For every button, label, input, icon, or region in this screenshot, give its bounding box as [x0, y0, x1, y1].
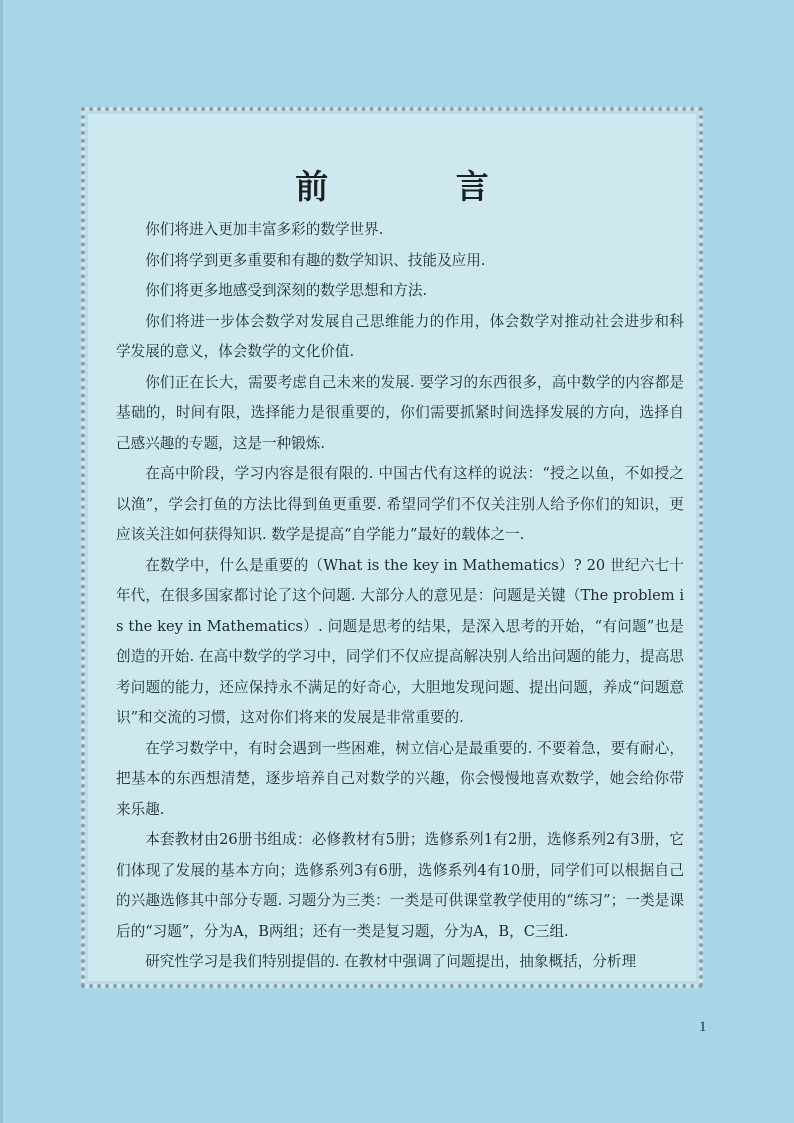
paragraph: 你们将学到更多重要和有趣的数学知识、技能及应用. [145, 251, 486, 269]
paragraph: 你们将进入更加丰富多彩的数学世界. [145, 221, 384, 238]
paragraph: 在高中阶段，学习内容是很有限的. 中国古代有这样的说法：“授之以鱼，不如授之以渔”，学会打鱼的方法比得到鱼更重要. 希望同学们不仅关注别人给予你们的知识，更应该关注如何获得知识. 数学是提高“自学能力”最好的载体之一. [116, 465, 684, 543]
paragraph: 你们将进一步体会数学对发展自己思维能力的作用，体会数学对推动社会进步和科学发展的意义，体会数学的文化价值. [116, 312, 684, 360]
paragraph: 你们将更多地感受到深刻的数学思想和方法. [145, 282, 428, 299]
text-frame [81, 107, 703, 988]
paragraph: 本套教材由26册书组成：必修教材有5册；选修系列1有2册，选修系列2有3册，它们体现了发展的基本方向；选修系列3有6册，选修系列4有10册，同学们可以根据自己的兴趣选修其中部分专题. 习题分为三类：一类是可供课堂教学使用的“练习”；一类是课后的“习题”，分为A，B两组；还有一类是复习题，分为A，B，C三组. [116, 831, 684, 940]
page-title: 前 言 [295, 167, 547, 206]
paragraph: 研究性学习是我们特别提倡的. 在教材中强调了问题提出，抽象概括，分析理 [145, 953, 637, 970]
page-number: 1 [699, 1019, 707, 1035]
paragraph: 在学习数学中，有时会遇到一些困难，树立信心是最重要的. 不要着急，要有耐心，把基本的东西想清楚，逐步培养自己对数学的兴趣，你会慢慢地喜欢数学，她会给你带来乐趣. [116, 739, 684, 818]
paragraph: 你们正在长大，需要考虑自己未来的发展. 要学习的东西很多，高中数学的内容都是基础的，时间有限，选择能力是很重要的，你们需要抓紧时间选择发展的方向，选择自己感兴趣的专题，这是一种锻炼. [116, 373, 684, 452]
preface-body [116, 215, 684, 978]
paragraph: 在数学中，什么是重要的（What is the key in Mathematics）? 20 世纪六七十年代，在很多国家都讨论了这个问题. 大部分人的意见是：问题是关键（The problem is the key in Mathematics）. 问题是思考的结果，是深入思考的开始，“有问题”也是创造的开始. 在高中数学的学习中，同学们不仅应提高解决别人给出问题的能力，提高思考问题的能力，还应保持永不满足的好奇心，大胆地发现问题、提出问题，养成“问题意识”和交流的习惯，这对你们将来的发展是非常重要的. [116, 556, 684, 726]
